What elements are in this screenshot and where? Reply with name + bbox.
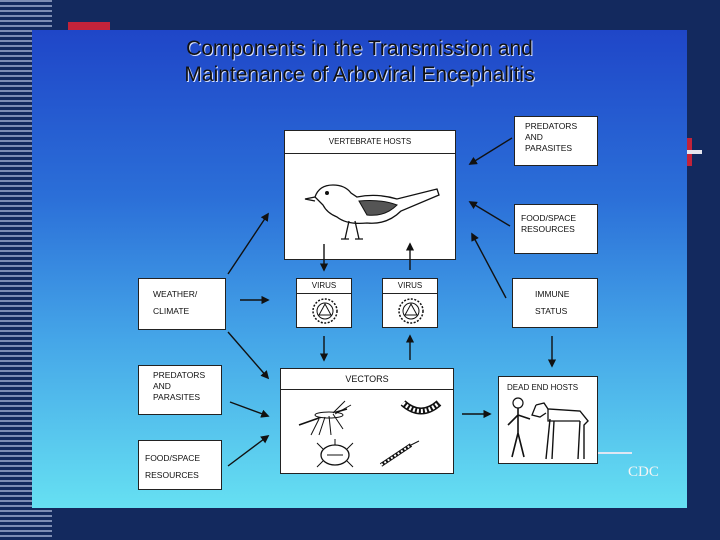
title-line-1: Components in the Transmission and [186,37,533,60]
label: WEATHER/ [153,289,198,299]
virus-left-label: VIRUS [297,279,351,294]
arrow-food-to-hosts [470,202,510,226]
white-accent-right [686,150,702,154]
arrow-predators-to-hosts [470,138,512,164]
dead-end-hosts-label: DEAD END HOSTS [507,383,579,392]
arrow-predators-to-vectors [230,402,268,416]
label: PREDATORS [525,121,578,131]
label: FOOD/SPACE [521,213,577,223]
vertebrate-hosts-label: VERTEBRATE HOSTS [285,131,455,154]
arrow-food-to-vectors [228,436,268,466]
label: PARASITES [525,143,573,153]
label: PREDATORS [153,370,206,380]
red-accent-top [68,22,110,30]
label: STATUS [535,306,568,316]
label: PARASITES [153,392,201,402]
label: AND [525,132,543,142]
arrow-weather-to-hosts [228,214,268,274]
arrow-weather-to-vectors [228,332,268,378]
cdc-logo: CDC [628,464,659,480]
title-line-2: Maintenance of Arboviral Encephalitis [184,63,535,86]
label: RESOURCES [145,470,199,480]
slide [32,30,687,508]
label: FOOD/SPACE [145,453,201,463]
vectors-label: VECTORS [281,369,453,390]
flow-arrows [32,30,687,508]
label: IMMUNE [535,289,570,299]
virus-right-label: VIRUS [383,279,437,294]
label: CLIMATE [153,306,190,316]
label: RESOURCES [521,224,575,234]
cdc-logo-underline [598,452,632,454]
arrow-immune-to-hosts [472,234,506,298]
label: AND [153,381,171,391]
